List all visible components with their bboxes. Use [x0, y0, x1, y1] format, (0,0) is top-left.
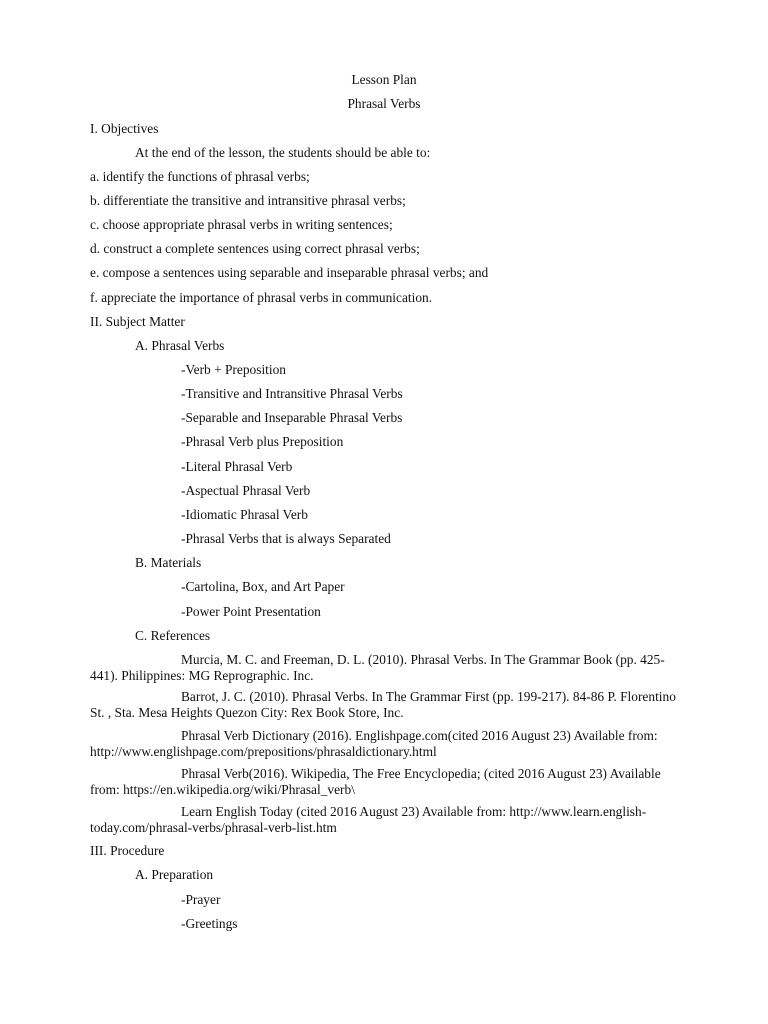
reference-entry: Barrot, J. C. (2010). Phrasal Verbs. In The Grammar First (pp. 199-217). 84-86 P. Florentino St. , Sta. Mesa Heights Quezon City: Rex Book Store, Inc. — [90, 689, 676, 720]
objective-item: e. compose a sentences using separable and inseparable phrasal verbs; and — [90, 265, 489, 280]
document-title: Lesson Plan — [351, 72, 417, 87]
phrasal-verbs-heading: A. Phrasal Verbs — [135, 338, 225, 353]
document-subtitle: Phrasal Verbs — [347, 96, 421, 111]
objective-item: f. appreciate the importance of phrasal verbs in communication. — [90, 290, 433, 305]
material-item: -Power Point Presentation — [181, 604, 321, 619]
objective-item: d. construct a complete sentences using correct phrasal verbs; — [90, 241, 420, 256]
topic-item: -Aspectual Phrasal Verb — [181, 483, 311, 498]
references-heading: C. References — [135, 628, 211, 643]
topic-item: -Phrasal Verb plus Preposition — [181, 434, 344, 449]
material-item: -Cartolina, Box, and Art Paper — [181, 579, 345, 594]
topic-item: -Verb + Preposition — [181, 362, 286, 377]
objectives-intro: At the end of the lesson, the students should be able to: — [135, 145, 431, 160]
subject-matter-heading: II. Subject Matter — [90, 314, 185, 329]
topic-item: -Separable and Inseparable Phrasal Verbs — [181, 410, 403, 425]
materials-heading: B. Materials — [135, 555, 202, 570]
topic-item: -Literal Phrasal Verb — [181, 459, 293, 474]
objectives-heading: I. Objectives — [90, 121, 159, 136]
objective-item: c. choose appropriate phrasal verbs in writing sentences; — [90, 217, 393, 232]
reference-entry: Phrasal Verb Dictionary (2016). Englishpage.com(cited 2016 August 23) Available from: http://www.englishpage.com/prepositions/phrasaldictionary.html — [90, 728, 658, 759]
reference-entry: Murcia, M. C. and Freeman, D. L. (2010). Phrasal Verbs. In The Grammar Book (pp. 425-441). Philippines: MG Reprographic. Inc. — [90, 652, 665, 683]
preparation-item: -Greetings — [181, 916, 238, 931]
topic-item: -Phrasal Verbs that is always Separated — [181, 531, 391, 546]
preparation-item: -Prayer — [181, 892, 221, 907]
topic-item: -Idiomatic Phrasal Verb — [181, 507, 308, 522]
topic-item: -Transitive and Intransitive Phrasal Verbs — [181, 386, 403, 401]
objective-item: b. differentiate the transitive and intransitive phrasal verbs; — [90, 193, 406, 208]
objective-item: a. identify the functions of phrasal verbs; — [90, 169, 310, 184]
reference-entry: Phrasal Verb(2016). Wikipedia, The Free Encyclopedia; (cited 2016 August 23) Available from: https://en.wikipedia.org/wiki/Phrasal_verb\ — [90, 766, 661, 797]
preparation-heading: A. Preparation — [135, 867, 214, 882]
reference-entry: Learn English Today (cited 2016 August 23) Available from: http://www.learn.english-today.com/phrasal-verbs/phrasal-verb-list.htm — [90, 804, 647, 835]
procedure-heading: III. Procedure — [90, 843, 165, 858]
